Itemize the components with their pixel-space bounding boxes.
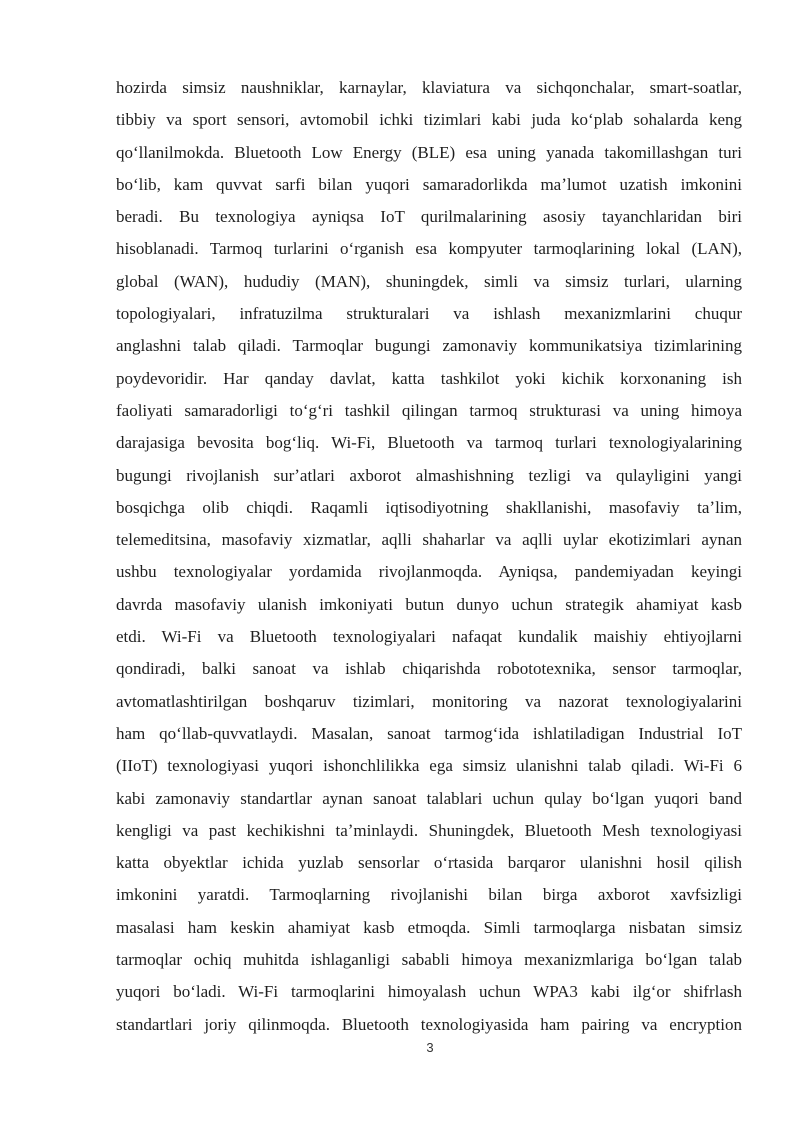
text-line: ham qoʻllab-quvvatlaydi. Masalan, sanoat tarmogʻida ishlatiladigan Industrial IoT: [116, 723, 742, 743]
text-line: poydevoridir. Har qanday davlat, katta tashkilot yoki kichik korxonaning ish: [116, 368, 742, 388]
text-line: avtomatlashtirilgan boshqaruv tizimlari, monitoring va nazorat texnologiyalarini: [116, 691, 742, 711]
text-line: ushbu texnologiyalar yordamida rivojlanmoqda. Ayniqsa, pandemiyadan keyingi: [116, 562, 742, 582]
text-line: faoliyati samaradorligi toʻgʻri tashkil qilingan tarmoq strukturasi va uning himoya: [116, 400, 742, 420]
text-line: boʻlib, kam quvvat sarfi bilan yuqori samaradorlikda maʼlumot uzatish imkonini: [116, 174, 742, 194]
text-line: hozirda simsiz naushniklar, karnaylar, klaviatura va sichqonchalar, smart-soatlar,: [116, 78, 742, 97]
text-line: beradi. Bu texnologiya ayniqsa IoT qurilmalarining asosiy tayanchlaridan biri: [116, 207, 742, 227]
text-line: masalasi ham keskin ahamiyat kasb etmoqda. Simli tarmoqlarga nisbatan simsiz: [116, 917, 742, 937]
text-line: katta obyektlar ichida yuzlab sensorlar oʻrtasida barqaror ulanishni hosil qilish: [116, 853, 742, 873]
text-line: tibbiy va sport sensori, avtomobil ichki tizimlari kabi juda koʻplab sohalarda keng: [116, 110, 742, 130]
text-line: darajasiga bevosita bogʻliq. Wi-Fi, Bluetooth va tarmoq turlari texnologiyalarining: [116, 433, 742, 453]
text-line: kabi zamonaviy standartlar aynan sanoat talablari uchun qulay boʻlgan yuqori band: [116, 788, 742, 808]
text-line: bugungi rivojlanish surʼatlari axborot almashishning tezligi va qulayligini yangi: [116, 465, 742, 485]
text-line: qoʻllanilmokda. Bluetooth Low Energy (BLE) esa uning yanada takomillashgan turi: [116, 142, 742, 162]
text-line: etdi. Wi-Fi va Bluetooth texnologiyalari nafaqat kundalik maishiy ehtiyojlarni: [116, 627, 742, 647]
text-line: yuqori boʻladi. Wi-Fi tarmoqlarini himoyalash uchun WPA3 kabi ilgʻor shifrlash: [116, 982, 742, 1002]
text-line: topologiyalari, infratuzilma strukturalari va ishlash mexanizmlarini chuqur: [116, 304, 742, 324]
text-line: hisoblanadi. Tarmoq turlarini oʻrganish esa kompyuter tarmoqlarining lokal (LAN),: [116, 239, 742, 259]
body-paragraph: [116, 72, 742, 1041]
text-line: davrda masofaviy ulanish imkoniyati butun dunyo uchun strategik ahamiyat kasb: [116, 594, 742, 614]
text-line: standartlari joriy qilinmoqda. Bluetooth texnologiyasida ham pairing va encryption: [116, 1014, 742, 1034]
text-line: kengligi va past kechikishni taʼminlaydi. Shuningdek, Bluetooth Mesh texnologiyasi: [116, 820, 742, 840]
text-line: (IIoT) texnologiyasi yuqori ishonchlilikka ega simsiz ulanishni talab qiladi. Wi-Fi 6: [116, 756, 742, 776]
text-line: tarmoqlar ochiq muhitda ishlaganligi sababli himoya mexanizmlariga boʻlgan talab: [116, 950, 742, 970]
text-line: qondiradi, balki sanoat va ishlab chiqarishda robototexnika, sensor tarmoqlar,: [116, 659, 742, 679]
text-line: telemeditsina, masofaviy xizmatlar, aqlli shaharlar va aqlli uylar ekotizimlari aynan: [116, 530, 742, 550]
text-line: anglashni talab qiladi. Tarmoqlar bugungi zamonaviy kommunikatsiya tizimlarining: [116, 336, 742, 356]
page-number: 3: [426, 1040, 434, 1055]
text-line: global (WAN), hududiy (MAN), shuningdek, simli va simsiz turlari, ularning: [116, 271, 742, 291]
text-line: imkonini yaratdi. Tarmoqlarning rivojlanishi bilan birga axborot xavfsizligi: [116, 885, 742, 905]
text-line: bosqichga olib chiqdi. Raqamli iqtisodiyotning shakllanishi, masofaviy taʼlim,: [116, 497, 742, 517]
